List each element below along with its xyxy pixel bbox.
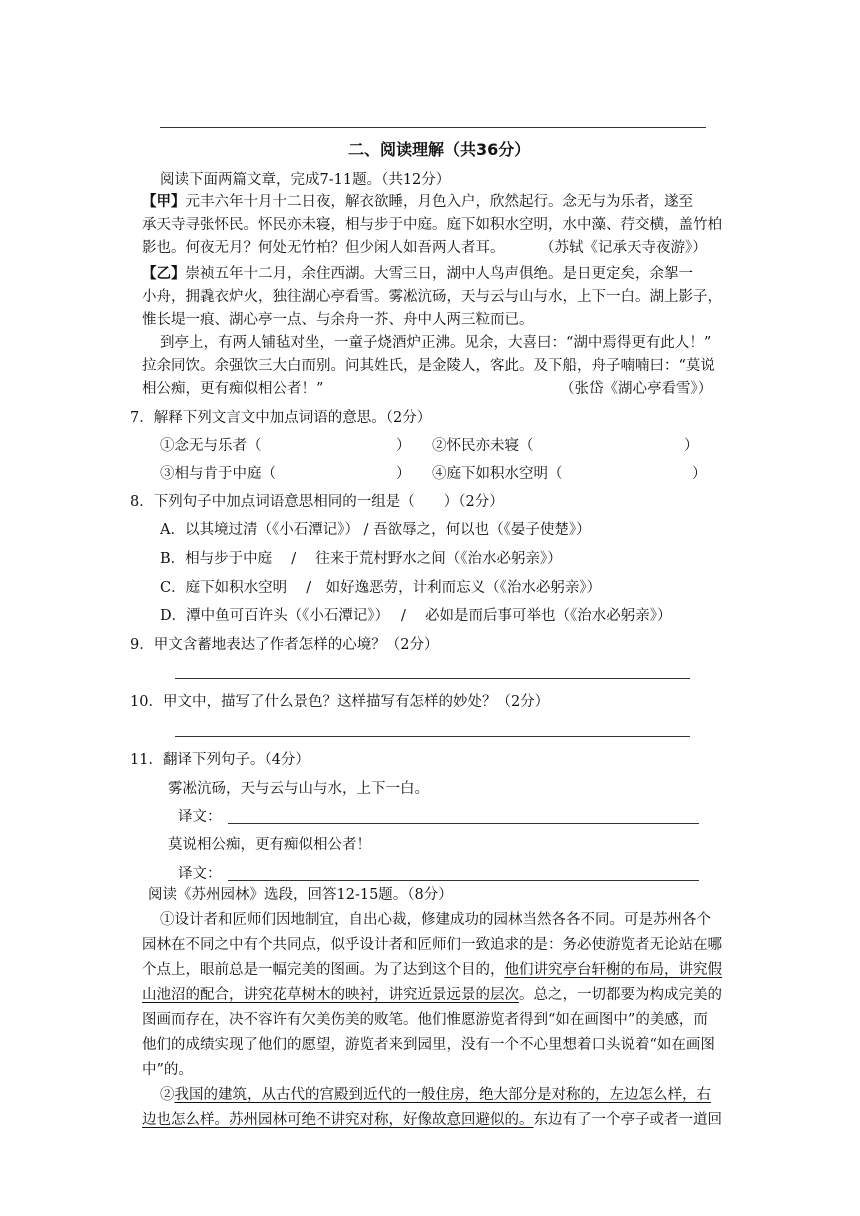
question-8-stem: 8．下列句子中加点词语意思相同的一组是（ ）（2分） <box>130 494 504 510</box>
question-11-stem: 11．翻译下列句子。（4分） <box>130 752 310 768</box>
passage-jia-line-1: 【甲】元丰六年十月十二日夜，解衣欲睡，月色入户，欣然起行。念无与为乐者，遂至 <box>142 193 693 210</box>
p2-line-2: 边也怎么样。苏州园林可绝不讲究对称，好像故意回避似的。东边有了一个亭子或者一道回 <box>142 1112 722 1128</box>
p1-line-6: 他们的成绩实现了他们的愿望，游览者来到园里，没有一个不心里想着口头说着“如在画图 <box>142 1037 715 1053</box>
p1-line-1: ①设计者和匠师们因地制宜，自出心裁，修建成功的园林当然各各不同。可是苏州各个 <box>160 912 711 928</box>
section-title: 二、阅读理解（共36分） <box>348 140 531 159</box>
passage-yi-line-6: 相公痴，更有痴似相公者！” <box>142 381 324 397</box>
q11-translation-label-1: 译文： <box>178 809 222 825</box>
intro-suzhou: 阅读《苏州园林》选段，回答12-15题。（8分） <box>148 887 453 903</box>
q8-option-b: B．相与步于中庭 / 往来于荒村野水之间（《治水必躬亲》） <box>160 551 562 567</box>
q7-item-3: ③相与肯于中庭（ <box>160 466 276 482</box>
passage-jia-line-2: 承天寺寻张怀民。怀民亦未寝，相与步于中庭。庭下如积水空明，水中藻、荇交横，盖竹柏 <box>142 217 722 233</box>
q7-item-1: ①念无与乐者（ <box>160 438 262 454</box>
question-10-stem: 10．甲文中，描写了什么景色？这样描写有怎样的妙处？（2分） <box>130 694 550 710</box>
q11-translation-line-2[interactable] <box>228 880 699 881</box>
p1-underlined-1: 他们讲究亭台轩榭的布局，讲究假 <box>504 962 722 978</box>
q7-item-1-close: ） <box>396 438 411 454</box>
passage-yi-tag: 【乙】 <box>142 265 186 282</box>
q11-translation-line-1[interactable] <box>228 823 699 824</box>
p1-underlined-2: 山池沼的配合，讲究花草树木的映衬，讲究近景远景的层次 <box>142 987 519 1003</box>
p1-line-2: 园林在不同之中有个共同点，似乎设计者和匠师们一致追求的是：务必使游览者无论站在哪 <box>142 937 722 953</box>
q7-item-2: ②怀民亦未寝（ <box>432 438 534 454</box>
question-7-stem: 7．解释下列文言文中加点词语的意思。（2分） <box>130 410 432 426</box>
passage-yi-line-5: 拉余同饮。余强饮三大白而别。问其姓氏，是金陵人，客此。及下船，舟子喃喃曰：“莫说 <box>142 358 715 374</box>
p2-underlined-2: 边也怎么样。苏州园林可绝不讲究对称，好像故意回避似的。 <box>142 1112 534 1128</box>
q7-item-4: ④庭下如积水空明（ <box>432 466 563 482</box>
q11-translation-label-2: 译文： <box>178 866 222 882</box>
q7-item-2-close: ） <box>684 438 699 454</box>
intro-passages: 阅读下面两篇文章，完成7-11题。（共12分） <box>160 172 451 188</box>
q11-sentence-2: 莫说相公痴，更有痴似相公者！ <box>168 837 371 853</box>
passage-yi-line-4: 到亭上，有两人铺毡对坐，一童子烧酒炉正沸。见余，大喜曰：“湖中焉得更有此人！” <box>160 335 712 351</box>
p1-line-3: 个点上，眼前总是一幅完美的图画。为了达到这个目的，他们讲究亭台轩榭的布局，讲究假 <box>142 962 722 978</box>
passage-jia-tag: 【甲】 <box>142 193 186 210</box>
passage-jia-line-3: 影也。何夜无月？何处无竹柏？但少闲人如吾两人者耳。 <box>142 240 505 256</box>
p1-line-7: 中”的。 <box>142 1062 193 1078</box>
q10-answer-line[interactable] <box>175 736 690 737</box>
p1-line-5: 图画而存在，决不容许有欠美伤美的败笔。他们惟愿游览者得到“如在画图中”的美感，而 <box>142 1012 708 1028</box>
p2-underlined-1: 我国的建筑，从古代的宫殿到近代的一般住房，绝大部分是对称的，左边怎么样，右 <box>174 1087 711 1103</box>
p2-line-1: ②我国的建筑，从古代的宫殿到近代的一般住房，绝大部分是对称的，左边怎么样，右 <box>160 1087 711 1103</box>
q9-answer-line[interactable] <box>175 678 690 679</box>
header-rule <box>160 127 706 128</box>
q8-option-a: A．以其境过清（《小石潭记》） / 吾欲辱之，何以也（《晏子使楚》） <box>160 522 591 538</box>
q7-item-4-close: ） <box>692 466 707 482</box>
passage-jia-source: （苏轼《记承天寺夜游》） <box>540 240 707 256</box>
q8-option-d: D．潭中鱼可百许头（《小石潭记》） / 必如是而后事可举也（《治水必躬亲》） <box>160 608 672 624</box>
p1-line-4: 山池沼的配合，讲究花草树木的映衬，讲究近景远景的层次。总之，一切都要为构成完美的 <box>142 987 722 1003</box>
passage-yi-line-1: 【乙】崇祯五年十二月，余住西湖。大雪三日，湖中人鸟声俱绝。是日更定矣，余挐一 <box>142 265 693 282</box>
passage-yi-source: （张岱《湖心亭看雪》） <box>560 381 713 397</box>
passage-yi-line-2: 小舟，拥毳衣炉火，独往湖心亭看雪。雾凇沆砀，天与云与山与水，上下一白。湖上影子， <box>142 289 722 305</box>
q11-sentence-1: 雾凇沆砀，天与云与山与水，上下一白。 <box>168 781 429 797</box>
q7-item-3-close: ） <box>396 466 411 482</box>
question-9-stem: 9．甲文含蓄地表达了作者怎样的心境？（2分） <box>130 637 439 653</box>
q8-option-c: C．庭下如积水空明 / 如好逸恶劳，计利而忘义（《治水必躬亲》） <box>160 580 602 596</box>
passage-yi-line-3: 惟长堤一痕、湖心亭一点、与余舟一芥、舟中人两三粒而已。 <box>142 312 534 328</box>
